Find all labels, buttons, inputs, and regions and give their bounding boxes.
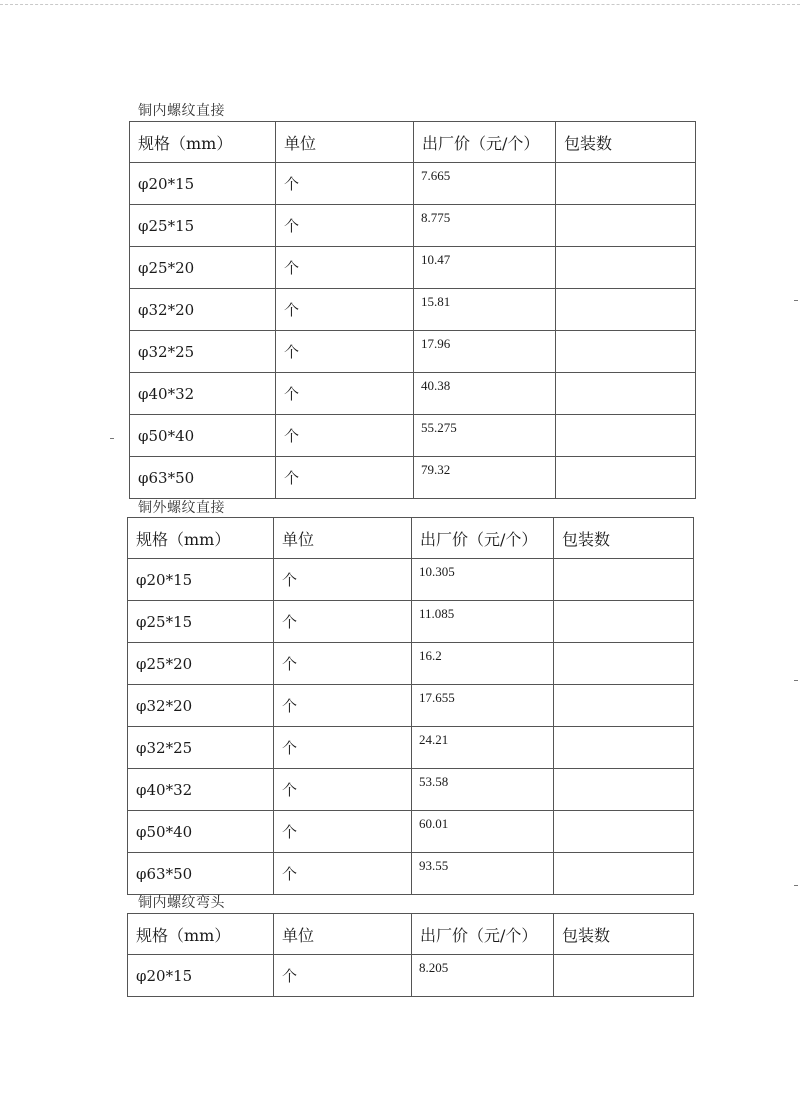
cell-pack [554,643,694,685]
scan-speck [794,300,798,301]
cell-pack [556,289,696,331]
table-row [128,955,694,997]
scan-artifact-line [0,4,800,5]
cell-unit: 个 [274,769,412,811]
scan-speck [794,885,798,886]
cell-pack [554,727,694,769]
cell-unit: 个 [276,289,414,331]
cell-unit: 个 [276,457,414,499]
cell-unit: 个 [274,685,412,727]
cell-price: 11.085 [412,601,554,643]
cell-pack [554,811,694,853]
cell-pack [554,685,694,727]
cell-spec: φ50*40 [128,811,274,853]
cell-pack [554,601,694,643]
cell-spec: φ50*40 [130,415,276,457]
cell-pack [556,205,696,247]
cell-unit: 个 [274,601,412,643]
table-row [128,853,694,895]
section-title: 铜内螺纹直接 [138,103,225,119]
cell-unit: 个 [274,955,412,997]
header-unit: 单位 [274,518,412,559]
cell-unit: 个 [274,727,412,769]
cell-unit: 个 [276,163,414,205]
cell-price: 55.275 [414,415,556,457]
cell-spec: φ40*32 [130,373,276,415]
cell-price: 17.96 [414,331,556,373]
table-row [130,373,696,415]
table-row [128,601,694,643]
cell-price: 24.21 [412,727,554,769]
cell-price: 17.655 [412,685,554,727]
table-row [130,289,696,331]
scan-speck [110,438,114,439]
scan-speck [794,680,798,681]
cell-pack [554,559,694,601]
cell-price: 16.2 [412,643,554,685]
cell-pack [554,955,694,997]
cell-price: 10.305 [412,559,554,601]
cell-spec: φ20*15 [130,163,276,205]
table-row [130,331,696,373]
cell-price: 60.01 [412,811,554,853]
header-spec: 规格（mm） [128,914,274,955]
cell-spec: φ40*32 [128,769,274,811]
cell-spec: φ32*20 [128,685,274,727]
header-spec: 规格（mm） [130,122,276,163]
cell-spec: φ25*15 [128,601,274,643]
section-title: 铜内螺纹弯头 [138,895,225,911]
cell-pack [556,457,696,499]
table-row [128,769,694,811]
header-pack: 包装数 [554,518,694,559]
cell-spec: φ32*25 [128,727,274,769]
table-row [128,559,694,601]
header-unit: 单位 [274,914,412,955]
header-price: 出厂价（元/个） [412,914,554,955]
cell-spec: φ25*20 [128,643,274,685]
cell-unit: 个 [276,205,414,247]
cell-unit: 个 [274,853,412,895]
header-price: 出厂价（元/个） [414,122,556,163]
cell-unit: 个 [276,331,414,373]
table-header-row [128,914,694,955]
header-pack: 包装数 [556,122,696,163]
cell-price: 40.38 [414,373,556,415]
cell-price: 10.47 [414,247,556,289]
price-table [129,121,696,499]
header-spec: 规格（mm） [128,518,274,559]
table-header-row [130,122,696,163]
cell-price: 8.205 [412,955,554,997]
table-row [130,415,696,457]
cell-spec: φ63*50 [130,457,276,499]
section-title: 铜外螺纹直接 [138,500,225,516]
cell-unit: 个 [276,415,414,457]
cell-spec: φ20*15 [128,559,274,601]
table-row [128,685,694,727]
table-row [128,643,694,685]
cell-price: 15.81 [414,289,556,331]
cell-price: 79.32 [414,457,556,499]
cell-spec: φ25*20 [130,247,276,289]
cell-pack [556,415,696,457]
table-row [130,163,696,205]
header-pack: 包装数 [554,914,694,955]
cell-pack [554,853,694,895]
cell-unit: 个 [276,247,414,289]
cell-price: 93.55 [412,853,554,895]
price-table [127,913,694,997]
cell-pack [556,247,696,289]
cell-spec: φ32*20 [130,289,276,331]
cell-price: 8.775 [414,205,556,247]
cell-spec: φ20*15 [128,955,274,997]
cell-unit: 个 [276,373,414,415]
price-table [127,517,694,895]
cell-unit: 个 [274,559,412,601]
cell-pack [556,331,696,373]
cell-unit: 个 [274,643,412,685]
table-row [130,247,696,289]
cell-spec: φ32*25 [130,331,276,373]
table-header-row [128,518,694,559]
header-price: 出厂价（元/个） [412,518,554,559]
header-unit: 单位 [276,122,414,163]
table-row [128,727,694,769]
table-row [130,457,696,499]
cell-pack [554,769,694,811]
cell-pack [556,373,696,415]
cell-price: 53.58 [412,769,554,811]
cell-pack [556,163,696,205]
table-row [130,205,696,247]
cell-spec: φ63*50 [128,853,274,895]
cell-spec: φ25*15 [130,205,276,247]
table-row [128,811,694,853]
cell-unit: 个 [274,811,412,853]
cell-price: 7.665 [414,163,556,205]
